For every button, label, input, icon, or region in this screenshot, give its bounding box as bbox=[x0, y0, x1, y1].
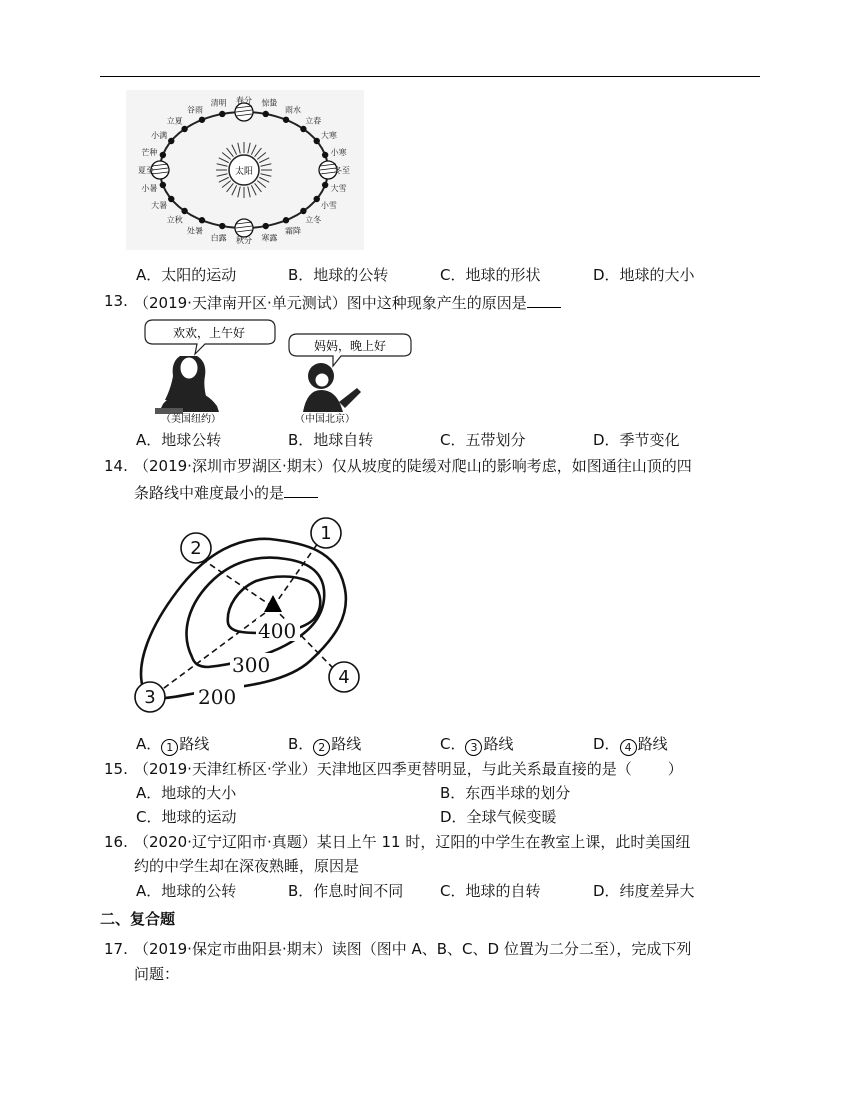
q15-option-c: C．地球的运动 bbox=[136, 808, 237, 826]
q16-text-line1: （2020·辽宁辽阳市·真题）某日上午 11 时，辽阳的中学生在教室上课，此时美国纽 bbox=[134, 833, 691, 851]
q15-stem: （2019·天津红桥区·学业）天津地区四季更替明显，与此关系最直接的是（ bbox=[134, 760, 632, 778]
q14-text-line2 bbox=[134, 481, 318, 503]
solar-term-label: 立夏 bbox=[166, 116, 183, 126]
solar-term-label: 小雪 bbox=[320, 201, 337, 210]
contour-label-200: 200 bbox=[198, 685, 237, 709]
q16-option-b: B．作息时间不同 bbox=[288, 882, 404, 900]
earth-icon bbox=[235, 103, 253, 121]
solar-term-label: 立春 bbox=[305, 116, 322, 126]
orbit-dot bbox=[263, 223, 269, 229]
option-prefix: A． bbox=[136, 735, 162, 753]
q15-option-a: A．地球的大小 bbox=[136, 784, 237, 802]
q16-option-d: D．纬度差异大 bbox=[593, 882, 695, 900]
orbit-dot bbox=[322, 182, 328, 188]
solar-term-label: 夏至 bbox=[138, 166, 154, 175]
earth-icon bbox=[235, 219, 253, 237]
orbit-dot bbox=[181, 126, 187, 132]
circled-number: 4 bbox=[620, 739, 637, 756]
solar-term-label: 大雪 bbox=[330, 184, 347, 194]
contour-map bbox=[130, 515, 370, 717]
solar-term-label: 小寒 bbox=[330, 147, 347, 157]
solar-term-label: 白露 bbox=[210, 233, 227, 243]
answer-blank bbox=[527, 291, 561, 308]
circled-number: 3 bbox=[465, 739, 482, 756]
q14-option-a bbox=[136, 734, 209, 756]
q13-option-c: C．五带划分 bbox=[440, 431, 526, 449]
orbit-dot bbox=[168, 138, 174, 144]
section-title: 二、复合题 bbox=[100, 910, 176, 928]
route-1-line bbox=[273, 543, 318, 607]
orbit-dot bbox=[314, 138, 320, 144]
orbit-dot bbox=[283, 117, 289, 123]
solar-term-label: 处暑 bbox=[187, 226, 203, 236]
solar-term-label: 芒种 bbox=[141, 147, 158, 157]
header-rule bbox=[100, 76, 760, 77]
solar-term-label: 寒露 bbox=[261, 233, 278, 243]
option-prefix: C． bbox=[440, 735, 466, 753]
child-icon bbox=[303, 363, 361, 412]
solar-term-label: 立秋 bbox=[166, 215, 183, 225]
orbit-dot bbox=[199, 117, 205, 123]
option-suffix: 路线 bbox=[179, 735, 210, 753]
orbit-dot bbox=[219, 223, 225, 229]
contour-label-300: 300 bbox=[232, 653, 271, 677]
q14-number: 14. bbox=[104, 457, 128, 475]
orbit-dot bbox=[300, 126, 306, 132]
solar-term-label: 清明 bbox=[210, 98, 227, 108]
q17-number: 17. bbox=[104, 940, 128, 958]
q16-text-line2: 约的中学生却在深夜熟睡，原因是 bbox=[134, 857, 360, 875]
q16-option-c: C．地球的自转 bbox=[440, 882, 541, 900]
right-caption: （中国北京） bbox=[295, 414, 355, 425]
orbit-dot bbox=[160, 152, 166, 158]
option-prefix: D． bbox=[593, 735, 620, 753]
solar-term-label: 小满 bbox=[151, 131, 168, 140]
route-3-label: 3 bbox=[144, 687, 156, 708]
orbit-dot bbox=[283, 217, 289, 223]
sun-label: 太阳 bbox=[234, 167, 254, 177]
route-2-line bbox=[202, 559, 273, 607]
circled-number: 1 bbox=[161, 739, 178, 756]
q13-option-b: B．地球自转 bbox=[288, 431, 374, 449]
q16-option-a: A．地球的公转 bbox=[136, 882, 237, 900]
q13-text bbox=[134, 291, 561, 313]
q15-close-paren: ） bbox=[667, 760, 683, 778]
solar-term-label: 大寒 bbox=[320, 131, 337, 140]
q13-number: 13. bbox=[104, 292, 128, 310]
orbit-dot bbox=[219, 111, 225, 117]
right-speech: 妈妈，晚上好 bbox=[313, 339, 387, 353]
greeting-figure bbox=[135, 316, 427, 426]
orbit-dot bbox=[181, 208, 187, 214]
solar-term-label: 雨水 bbox=[285, 105, 301, 115]
answer-blank bbox=[284, 481, 318, 498]
woman-icon bbox=[155, 356, 219, 414]
orbit-dot bbox=[322, 152, 328, 158]
option-suffix: 路线 bbox=[331, 735, 362, 753]
q16-number: 16. bbox=[104, 833, 128, 851]
q12-option-c: C．地球的形状 bbox=[440, 266, 541, 284]
q14-option-d bbox=[593, 734, 668, 756]
orbit-dot bbox=[263, 111, 269, 117]
left-speech: 欢欢，上午好 bbox=[172, 326, 246, 340]
orbit-figure bbox=[126, 90, 364, 250]
q17-text-line1: （2019·保定市曲阳县·期末）读图（图中 A、B、C、D 位置为二分二至），完成下列 bbox=[134, 940, 692, 958]
contour-300 bbox=[187, 558, 325, 667]
q15-option-b: B．东西半球的划分 bbox=[440, 784, 571, 802]
solar-term-label: 秋分 bbox=[236, 236, 252, 245]
route-2-label: 2 bbox=[190, 538, 202, 559]
q14-text-line1: （2019·深圳市罗湖区·期末）仅从坡度的陡缓对爬山的影响考虑，如图通往山顶的四 bbox=[134, 457, 692, 475]
q13-option-a: A．地球公转 bbox=[136, 431, 222, 449]
q15-text bbox=[134, 759, 683, 779]
option-prefix: B． bbox=[288, 735, 314, 753]
q12-option-a: A．太阳的运动 bbox=[136, 266, 237, 284]
q12-option-b: B．地球的公转 bbox=[288, 266, 389, 284]
contour-label-400: 400 bbox=[258, 619, 297, 643]
solar-term-label: 谷雨 bbox=[187, 105, 203, 115]
option-suffix: 路线 bbox=[483, 735, 514, 753]
solar-term-label: 立冬 bbox=[305, 215, 322, 225]
q14-option-b bbox=[288, 734, 361, 756]
solar-term-label: 春分 bbox=[236, 96, 252, 105]
orbit-dot bbox=[199, 217, 205, 223]
q13-option-d: D．季节变化 bbox=[593, 431, 680, 449]
solar-term-label: 大暑 bbox=[151, 201, 168, 210]
left-caption: （美国纽约） bbox=[161, 414, 221, 425]
solar-term-label: 小暑 bbox=[141, 184, 158, 194]
solar-term-label: 惊蛰 bbox=[261, 98, 278, 108]
solar-term-label: 冬至 bbox=[334, 166, 350, 175]
orbit-dot bbox=[160, 182, 166, 188]
q17-text-line2: 问题： bbox=[134, 965, 180, 983]
q15-number: 15. bbox=[104, 760, 128, 778]
circled-number: 2 bbox=[313, 739, 330, 756]
q13-stem: （2019·天津南开区·单元测试）图中这种现象产生的原因是 bbox=[134, 294, 527, 312]
route-1-label: 1 bbox=[320, 523, 332, 544]
option-suffix: 路线 bbox=[637, 735, 668, 753]
q14-option-c bbox=[440, 734, 514, 756]
q14-stem: 条路线中难度最小的是 bbox=[134, 484, 285, 502]
route-4-label: 4 bbox=[338, 667, 350, 688]
orbit-dot bbox=[300, 208, 306, 214]
q12-option-d: D．地球的大小 bbox=[593, 266, 695, 284]
q15-option-d: D．全球气候变暖 bbox=[440, 808, 557, 826]
solar-term-label: 霜降 bbox=[285, 226, 301, 236]
orbit-dot bbox=[168, 196, 174, 202]
orbit-dot bbox=[314, 196, 320, 202]
